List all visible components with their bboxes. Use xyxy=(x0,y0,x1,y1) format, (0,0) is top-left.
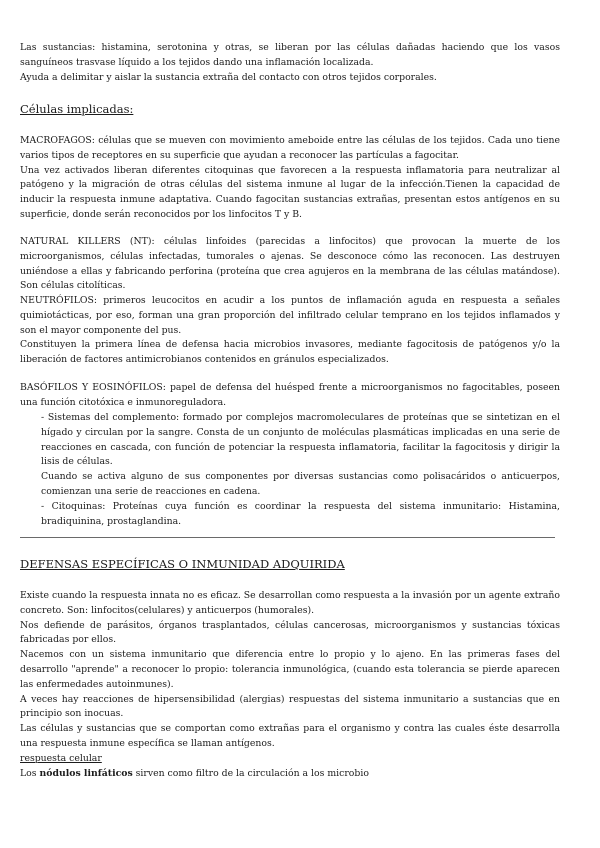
acquired-paragraph: Nacemos con un sistema inmunitario que diferencia entre lo propio y lo ajeno. En las primeras fases del desarrollo "aprende" a reconocer lo propio: tolerancia inmunológica, (cuando esta tolerancia se pierde aparecen las enfermedades autoinmunes). xyxy=(20,649,560,690)
natural-killers-paragraph: NATURAL KILLERS (NT): células linfoides (parecidas a linfocitos) que provocan la muerte de los microorganismos, células infectadas, tumorales o ajenas. Se desconoce cómo las reconocen. Las destruyen uniéndose a ellas y fabricando perforina (proteína que crea agujeros en la membrana de las células matándose). Son células citolíticas. xyxy=(20,236,560,292)
section-divider xyxy=(20,537,555,538)
acquired-paragraph: Existe cuando la respuesta innata no es eficaz. Se desarrollan como respuesta a la invasión por un agente extraño concreto. Son: linfocitos(celulares) y anticuerpos (humorales). xyxy=(20,590,560,616)
lymph-nodes-bold: nódulos linfáticos xyxy=(39,767,133,779)
complement-paragraph: - Sistemas del complemento: formado por complejos macromoleculares de proteínas que se sintetizan en el hígado y circulan por la sangre. Consta de un conjunto de moléculas plasmáticas implicadas en una serie de reacciones en cascada, con función de potenciar la respuesta inflamatoria, facilitar la fagocitosis y dirigir la lisis de células. xyxy=(41,412,560,468)
intro-paragraph: Las sustancias: histamina, serotonina y otras, se liberan por las células dañadas haciendo que los vasos sanguíneos trasvase líquido a los tejidos dando una inflamación localizada. xyxy=(20,42,560,68)
basophils-section xyxy=(20,381,560,411)
complement-paragraph: Cuando se activa alguno de sus componentes por diversas sustancias como polisacáridos o anticuerpos, comienzan una serie de reacciones en cadena. xyxy=(41,471,560,497)
neutrophils-paragraph: Constituyen la primera línea de defensa hacia microbios invasores, mediante fagocitosis de patógenos y/o la liberación de factores antimicrobianos contenidos en gránulos especializados. xyxy=(20,339,560,366)
macrophages-section xyxy=(20,134,560,223)
cells-heading: Células implicadas: xyxy=(20,102,134,116)
macrophages-paragraph: Una vez activados liberan diferentes citoquinas que favorecen a la respuesta inflamatoria para neutralizar al patógeno y la migración de otras células del sistema inmune al lugar de la infección.Tienen la capacidad de inducir la respuesta inmune adaptativa. Cuando fagocitan sustancias extrañas, presentan estos antígenos en su superficie, donde serán reconocidos por los linfocitos T y B. xyxy=(20,164,560,220)
basophils-paragraph: BASÓFILOS Y EOSINÓFILOS: papel de defensa del huésped frente a microorganismos no fagocitables, poseen una función citotóxica e inmunoreguladora. xyxy=(20,382,560,408)
cellular-response-label: respuesta celular xyxy=(20,752,102,764)
cytokines-paragraph: - Citoquinas: Proteínas cuya función es coordinar la respuesta del sistema inmunitario: Histamina, bradiquinina, prostaglandina. xyxy=(41,500,560,527)
lymph-nodes-text: Los xyxy=(20,767,40,779)
macrophages-paragraph: MACROFAGOS: células que se mueven con movimiento ameboide entre las células de los tejidos. Cada uno tiene varios tipos de receptores en su superficie que ayudan a reconocer las partículas a fagocitar. xyxy=(20,135,560,161)
complement-section xyxy=(41,411,560,529)
neutrophils-paragraph: NEUTRÓFILOS: primeros leucocitos en acudir a los puntos de inflamación aguda en respuesta a señales quimiotácticas, por eso, forman una gran proporción del infiltrado celular temprano en los tejidos inflamados y son el mayor componente del pus. xyxy=(20,295,560,336)
natural-killers-section xyxy=(20,235,560,294)
specific-defenses-heading: DEFENSAS ESPECÍFICAS O INMUNIDAD ADQUIRIDA xyxy=(20,557,345,571)
acquired-paragraph: Nos defiende de parásitos, órganos trasplantados, células cancerosas, microorganismos y sustancias tóxicas fabricadas por ellos. xyxy=(20,619,560,646)
neutrophils-section xyxy=(20,294,560,368)
acquired-paragraph: A veces hay reacciones de hipersensibilidad (alergias) respuestas del sistema inmunitario a sustancias que en principio son inocuas. xyxy=(20,693,560,720)
lymph-nodes-text: sirven como filtro de la circulación a los microbio xyxy=(132,767,369,779)
acquired-immunity-section xyxy=(20,589,560,781)
lymph-nodes-paragraph xyxy=(20,767,560,782)
intro-section xyxy=(20,41,560,85)
intro-paragraph: Ayuda a delimitar y aislar la sustancia extraña del contacto con otros tejidos corporales. xyxy=(20,71,437,83)
acquired-paragraph: Las células y sustancias que se comportan como extrañas para el organismo y contra las cuales éste desarrolla una respuesta inmune específica se llaman antígenos. xyxy=(20,723,560,749)
